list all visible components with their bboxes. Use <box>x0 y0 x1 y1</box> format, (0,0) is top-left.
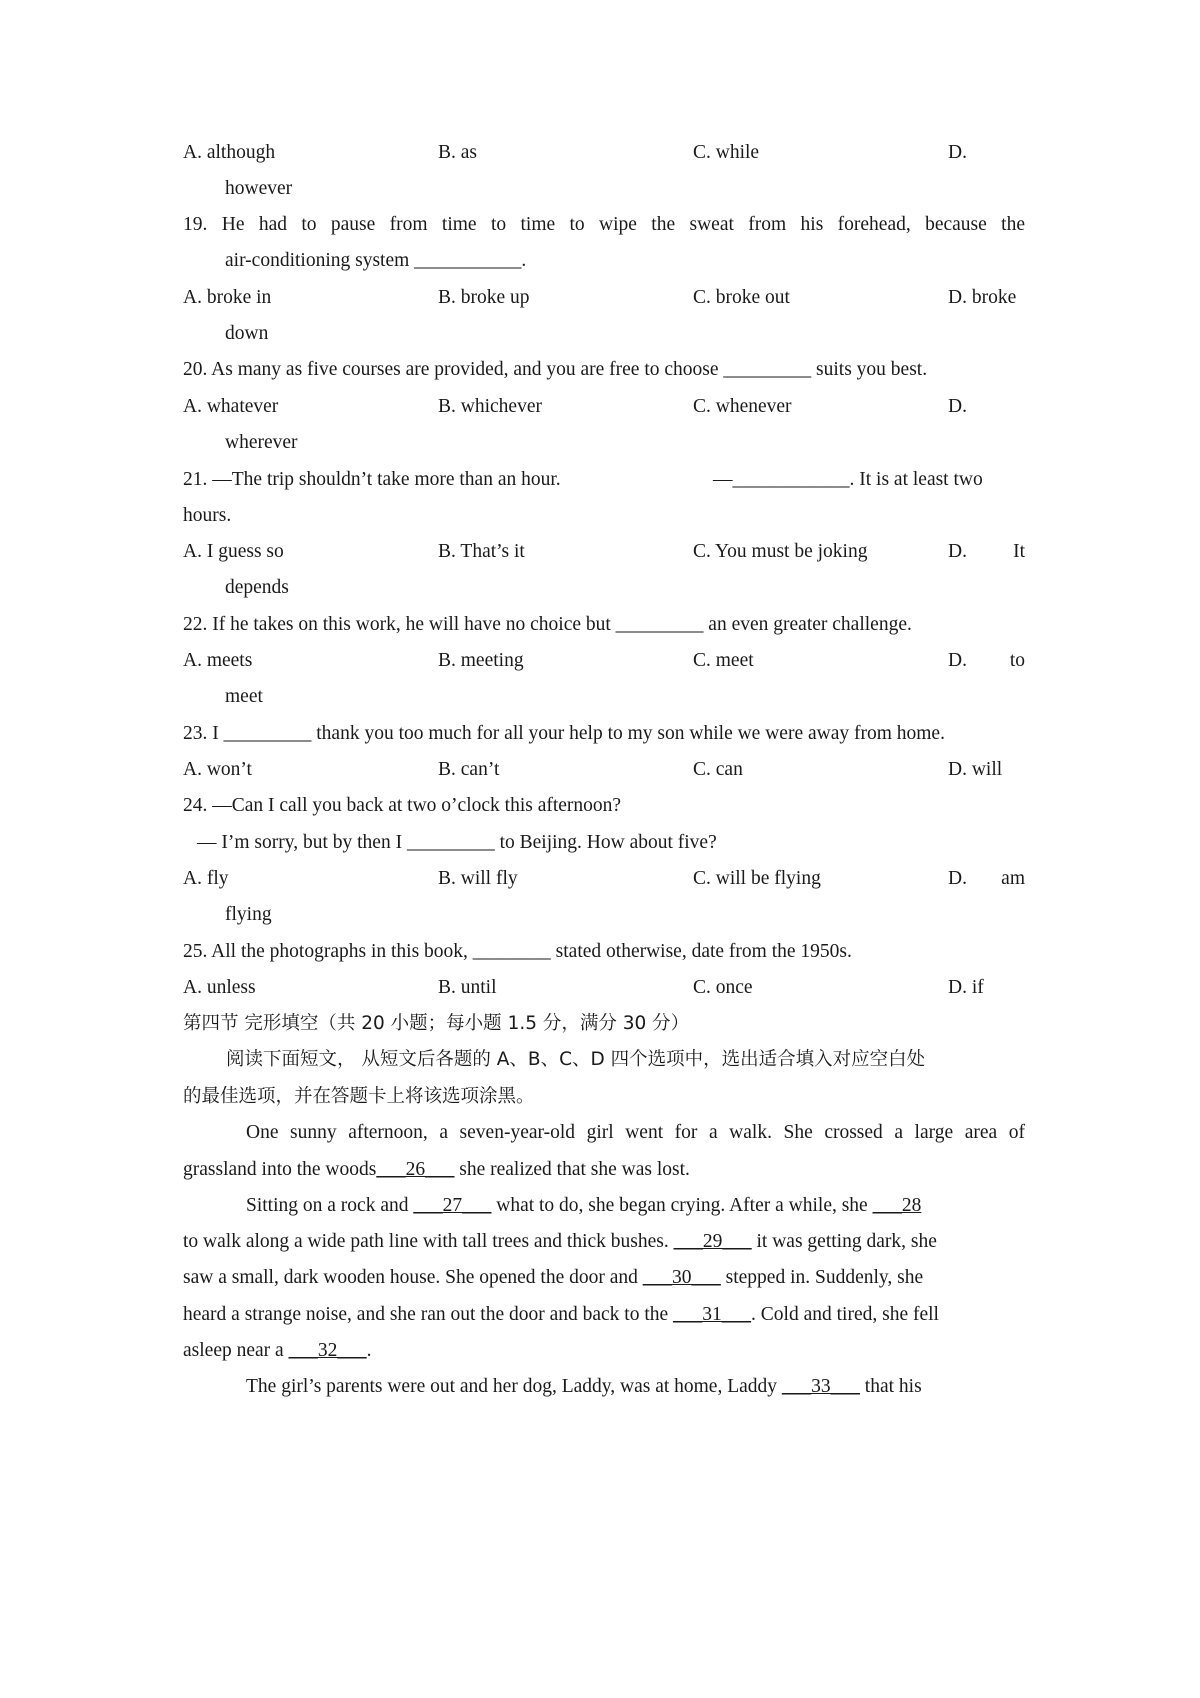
q25-option-c[interactable]: C. once <box>693 977 753 998</box>
passage-p2-line4 <box>183 1300 1025 1330</box>
q25-options <box>183 973 1025 1003</box>
q24-option-d-word: am <box>1001 868 1025 889</box>
passage-text: . <box>366 1340 372 1361</box>
q18-option-b[interactable]: B. as <box>438 142 477 163</box>
section-instructions-line2: 的最佳选项，并在答题卡上将该选项涂黑。 <box>183 1086 535 1107</box>
q21-option-d-word: It <box>1013 541 1025 562</box>
q23-option-a[interactable]: A. won’t <box>183 759 252 780</box>
q25-stem: 25. All the photographs in this book, ________ stated otherwise, date from the 1950s. <box>183 941 852 962</box>
passage-text: heard a strange noise, and she ran out the door and back to the <box>183 1304 674 1325</box>
q21-stem-line2: hours. <box>183 505 232 526</box>
q23-option-b[interactable]: B. can’t <box>438 759 500 780</box>
q23-options <box>183 755 1025 785</box>
q20-stem: 20. As many as five courses are provided, and you are free to choose _________ suits you best. <box>183 359 928 380</box>
q20-option-d-continued: wherever <box>225 432 298 453</box>
q24-option-b[interactable]: B. will fly <box>438 868 518 889</box>
q18-option-d-continued: however <box>225 178 293 199</box>
passage-p2-line1 <box>246 1191 1025 1221</box>
blank-33[interactable]: ___33___ <box>781 1376 860 1397</box>
q22-option-b[interactable]: B. meeting <box>438 650 524 671</box>
q24-option-d-continued: flying <box>225 904 272 925</box>
q22-option-d-word: to <box>1009 650 1025 671</box>
q21-option-d-continued: depends <box>225 577 289 598</box>
q19-option-b[interactable]: B. broke up <box>438 287 530 308</box>
section-heading: 第四节 完形填空（共 20 小题；每小题 1.5 分，满分 30 分） <box>183 1013 690 1034</box>
passage-text: The girl’s parents were out and her dog, Laddy, was at home, Laddy <box>246 1376 782 1397</box>
q23-option-c[interactable]: C. can <box>693 759 743 780</box>
q22-option-c[interactable]: C. meet <box>693 650 754 671</box>
q18-option-a[interactable]: A. although <box>183 142 276 163</box>
passage-p3-line1 <box>246 1372 1025 1402</box>
q22-options <box>183 646 1025 676</box>
passage-text: to walk along a wide path line with tall trees and thick bushes. <box>183 1231 674 1252</box>
q22-option-d[interactable] <box>948 646 1025 676</box>
q24-option-d-label: D. <box>948 868 967 889</box>
q18-option-d[interactable]: D. <box>948 142 967 163</box>
q24-options <box>183 864 1025 894</box>
q23-option-d[interactable]: D. will <box>948 759 1003 780</box>
q19-stem-line2: air-conditioning system ___________. <box>225 250 527 271</box>
passage-p2-line2 <box>183 1227 1025 1257</box>
q19-options <box>183 283 1025 313</box>
q21-options <box>183 537 1025 567</box>
passage-p2-line5 <box>183 1336 1025 1366</box>
q21-option-d-label: D. <box>948 541 967 562</box>
q24-option-a[interactable]: A. fly <box>183 868 229 889</box>
q24-option-d[interactable] <box>948 864 1025 894</box>
blank-28[interactable]: ___28 <box>872 1195 922 1216</box>
passage-text: saw a small, dark wooden house. She opened the door and <box>183 1267 643 1288</box>
passage-text: Sitting on a rock and <box>246 1195 414 1216</box>
passage-p2-line3 <box>183 1263 1025 1293</box>
q23-stem: 23. I _________ thank you too much for all your help to my son while we were away from home. <box>183 723 945 744</box>
q21-stem-line1 <box>183 465 1025 495</box>
q21-option-b[interactable]: B. That’s it <box>438 541 525 562</box>
q19-stem-line1: 19. He had to pause from time to time to wipe the sweat from his forehead, because the <box>183 214 1025 235</box>
passage-text: she realized that she was lost. <box>454 1159 690 1180</box>
q25-option-a[interactable]: A. unless <box>183 977 256 998</box>
q19-option-a[interactable]: A. broke in <box>183 287 272 308</box>
q22-stem: 22. If he takes on this work, he will have no choice but _________ an even greater challenge. <box>183 614 912 635</box>
q19-option-d-continued: down <box>225 323 269 344</box>
q18-options <box>183 138 1025 168</box>
blank-31[interactable]: ___31___ <box>673 1304 752 1325</box>
q20-option-c[interactable]: C. whenever <box>693 396 792 417</box>
blank-26[interactable]: ___26___ <box>376 1159 455 1180</box>
q21-stem-right: —____________. It is at least two <box>713 469 983 490</box>
q21-stem-left: 21. —The trip shouldn’t take more than an hour. <box>183 469 561 490</box>
q22-option-d-label: D. <box>948 650 967 671</box>
passage-p1-line2 <box>183 1155 1025 1185</box>
blank-32[interactable]: ___32___ <box>288 1340 367 1361</box>
q24-stem-line2: — I’m sorry, but by then I _________ to Beijing. How about five? <box>197 832 717 853</box>
passage-text: what to do, she began crying. After a while, she <box>491 1195 873 1216</box>
q20-option-d[interactable]: D. <box>948 396 967 417</box>
section-instructions-line1: 阅读下面短文， 从短文后各题的 A、B、C、D 四个选项中，选出适合填入对应空白处 <box>226 1049 926 1070</box>
q22-option-a[interactable]: A. meets <box>183 650 253 671</box>
passage-text: that his <box>859 1376 922 1397</box>
q20-option-a[interactable]: A. whatever <box>183 396 279 417</box>
q20-options <box>183 392 1025 422</box>
q21-option-c[interactable]: C. You must be joking <box>693 541 868 562</box>
passage-text: grassland into the woods <box>183 1159 377 1180</box>
passage-text: stepped in. Suddenly, she <box>720 1267 924 1288</box>
q21-option-d[interactable] <box>948 537 1025 567</box>
q18-option-c[interactable]: C. while <box>693 142 760 163</box>
q24-option-c[interactable]: C. will be flying <box>693 868 821 889</box>
blank-29[interactable]: ___29___ <box>673 1231 752 1252</box>
q22-option-d-continued: meet <box>225 686 263 707</box>
q25-option-b[interactable]: B. until <box>438 977 497 998</box>
passage-text: it was getting dark, she <box>751 1231 937 1252</box>
q24-stem-line1: 24. —Can I call you back at two o’clock this afternoon? <box>183 795 622 816</box>
passage-p1-line1: One sunny afternoon, a seven-year-old girl went for a walk. She crossed a large area of <box>246 1122 1025 1143</box>
q25-option-d[interactable]: D. if <box>948 977 984 998</box>
q20-option-b[interactable]: B. whichever <box>438 396 542 417</box>
q19-option-c[interactable]: C. broke out <box>693 287 790 308</box>
blank-30[interactable]: ___30___ <box>642 1267 721 1288</box>
passage-text: asleep near a <box>183 1340 289 1361</box>
q19-option-d[interactable]: D. broke <box>948 287 1017 308</box>
blank-27[interactable]: ___27___ <box>413 1195 492 1216</box>
passage-text: . Cold and tired, she fell <box>751 1304 939 1325</box>
q21-option-a[interactable]: A. I guess so <box>183 541 284 562</box>
